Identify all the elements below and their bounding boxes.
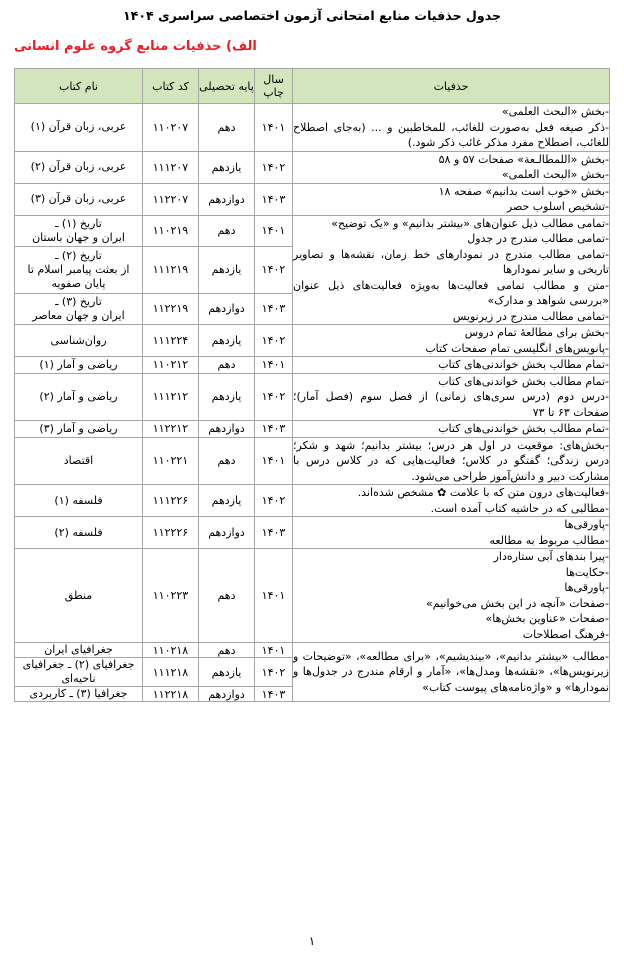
deletion-item: ‐ تمامی مطالب مندرج در زیرنویس (293, 309, 609, 325)
deletion-item: ‐ مطالبی که در حاشیه کتاب آمده است. (293, 501, 609, 517)
cell-grade: دوازدهم (199, 183, 255, 215)
cell-book-name: اقتصاد (15, 437, 143, 485)
page-number: ۱ (308, 934, 316, 948)
cell-grade: یازدهم (199, 485, 255, 517)
cell-grade: دهم (199, 215, 255, 246)
cell-grade: دهم (199, 437, 255, 485)
cell-book-name: ریاضی و آمار (۱) (15, 357, 143, 374)
table-row (15, 104, 610, 152)
cell-grade: یازدهم (199, 246, 255, 293)
deletions-table (14, 68, 610, 702)
cell-print-year: ۱۴۰۱ (255, 215, 293, 246)
table-head (15, 69, 610, 104)
table-row (15, 151, 610, 183)
cell-grade: دوازدهم (199, 687, 255, 702)
cell-print-year: ۱۴۰۳ (255, 517, 293, 549)
deletion-item: ‐ بخش «البحث العلمی» (293, 167, 609, 183)
cell-deletions (293, 485, 610, 517)
deletion-item: ‐ پانویس‌های انگلیسی تمام صفحات کتاب (293, 341, 609, 357)
cell-deletions (293, 183, 610, 215)
deletion-item: ‐ ذکر صیغه فعل به‌صورت للغائب، للمخاطبین و ... (به‌جای اصطلاح للغائب، اصطلاح مفرد مذکر غائب ذکر شود.) (293, 120, 609, 151)
table-row (15, 215, 610, 246)
section-heading-text: الف) حذفیات منابع گروه علوم انسانی (14, 39, 257, 54)
deletion-item: ‐ فرهنگ اصطلاحات (293, 627, 609, 643)
column-header-name: نام کتاب (15, 69, 143, 104)
table-body (15, 104, 610, 702)
cell-book-name: ریاضی و آمار (۳) (15, 421, 143, 438)
deletion-item: ‐ درس دوم (درس سری‌های زمانی) از فصل سوم (فصل آمار)؛ صفحات ۶۳ تا ۷۳ (293, 389, 609, 420)
table-row (15, 485, 610, 517)
cell-deletions (293, 437, 610, 485)
cell-deletions (293, 549, 610, 643)
cell-grade: دهم (199, 104, 255, 152)
cell-book-code: ۱۱۲۲۲۶ (143, 517, 199, 549)
page-title: جدول حذفیات منابع امتحانی آزمون اختصاصی سراسری ۱۴۰۴ (122, 8, 502, 23)
cell-book-code: ۱۱۰۲۱۸ (143, 643, 199, 658)
table-row (15, 421, 610, 438)
cell-print-year: ۱۴۰۲ (255, 373, 293, 421)
cell-book-name: جغرافیای (۲) ـ جغرافیای ناحیه‌ای (15, 658, 143, 687)
cell-book-name: روان‌شناسی (15, 325, 143, 357)
column-header-year: سال چاپ (255, 69, 293, 104)
table-row (15, 325, 610, 357)
deletion-item: ‐ تمام مطالب بخش خواندنی‌های کتاب (293, 374, 609, 390)
column-header-grade: پایه تحصیلی (199, 69, 255, 104)
cell-book-code: ۱۱۱۲۲۶ (143, 485, 199, 517)
cell-grade: یازدهم (199, 151, 255, 183)
deletion-item: ‐ تشخیص اسلوب حصر (293, 199, 609, 215)
deletion-item: ‐ تمامی مطالب مندرج در جدول (293, 231, 609, 247)
table-header-row (15, 69, 610, 104)
cell-grade: دوازدهم (199, 293, 255, 324)
cell-book-code: ۱۱۱۲۱۲ (143, 373, 199, 421)
cell-book-name: جغرافیا (۳) ـ کاربردی (15, 687, 143, 702)
cell-book-code: ۱۱۱۲۰۷ (143, 151, 199, 183)
table-row (15, 357, 610, 374)
cell-book-code: ۱۱۰۲۲۳ (143, 549, 199, 643)
cell-book-code: ۱۱۰۲۲۱ (143, 437, 199, 485)
deletion-item: ‐ مطالب «بیشتر بدانیم»، «بیندیشیم»، «برای مطالعه»، «توضیحات و زیرنویس‌ها»، «نقشه‌ها ومدل‌ها»، «آمار و ارقام مندرج در جدول‌ها و نمودارها» و «واژه‌نامه‌های پیوست کتاب» (293, 649, 609, 696)
table-row (15, 549, 610, 643)
table-row (15, 643, 610, 658)
cell-book-name: تاریخ (۱) ـ ایران و جهان باستان (15, 215, 143, 246)
cell-print-year: ۱۴۰۳ (255, 293, 293, 324)
cell-deletions (293, 357, 610, 374)
cell-print-year: ۱۴۰۱ (255, 643, 293, 658)
table-row (15, 373, 610, 421)
deletions-table-wrapper (15, 68, 610, 702)
cell-grade: دهم (199, 643, 255, 658)
deletion-item: ‐ پاورقی‌ها (293, 517, 609, 533)
cell-deletions (293, 421, 610, 438)
cell-deletions (293, 325, 610, 357)
cell-print-year: ۱۴۰۲ (255, 658, 293, 687)
cell-print-year: ۱۴۰۱ (255, 357, 293, 374)
deletion-item: ‐ حکایت‌ها (293, 565, 609, 581)
cell-print-year: ۱۴۰۲ (255, 325, 293, 357)
cell-book-name: ریاضی و آمار (۲) (15, 373, 143, 421)
deletion-item: ‐ متن و مطالب تمامی فعالیت‌ها به‌ویژه فعالیت‌های ذیل عنوان «بررسی شواهد و مدارک» (293, 278, 609, 309)
cell-print-year: ۱۴۰۲ (255, 246, 293, 293)
cell-book-code: ۱۱۱۲۱۸ (143, 658, 199, 687)
cell-book-code: ۱۱۱۲۲۴ (143, 325, 199, 357)
cell-book-name: تاریخ (۲) ـ از بعثت پیامبر اسلام تا پایان صفویه (15, 246, 143, 293)
cell-print-year: ۱۴۰۱ (255, 437, 293, 485)
deletion-item: ‐ بخش «البحث العلمی» (293, 104, 609, 120)
cell-grade: دوازدهم (199, 517, 255, 549)
cell-book-code: ۱۱۲۲۱۲ (143, 421, 199, 438)
cell-print-year: ۱۴۰۱ (255, 549, 293, 643)
deletion-item: ‐ بخش برای مطالعهٔ تمام دروس (293, 325, 609, 341)
table-row (15, 183, 610, 215)
cell-book-code: ۱۱۰۲۱۹ (143, 215, 199, 246)
cell-deletions (293, 215, 610, 325)
cell-print-year: ۱۴۰۳ (255, 421, 293, 438)
deletion-item: ‐ تمام مطالب بخش خواندنی‌های کتاب (293, 421, 609, 437)
cell-book-code: ۱۱۲۲۰۷ (143, 183, 199, 215)
deletion-item: ‐ بخش‌های: موقعیت در اول هر درس؛ بیشتر بدانیم؛ شهد و شکر؛ درس زندگی؛ گفتگو در کلاس؛ فعالیت‌هایی که در کلاس درس با مشارکت دبیر و دانش‌آموز طراحی می‌شود. (293, 438, 609, 485)
cell-deletions (293, 104, 610, 152)
cell-deletions (293, 373, 610, 421)
cell-book-code: ۱۱۰۲۱۲ (143, 357, 199, 374)
cell-book-code: ۱۱۰۲۰۷ (143, 104, 199, 152)
deletion-item: ‐ مطالب مربوط به مطالعه (293, 533, 609, 549)
cell-deletions (293, 643, 610, 702)
cell-book-name: عربی، زبان قرآن (۳) (15, 183, 143, 215)
cell-print-year: ۱۴۰۳ (255, 183, 293, 215)
deletion-item: ‐ صفحات «آنچه در این بخش می‌خوانیم» (293, 596, 609, 612)
cell-grade: یازدهم (199, 325, 255, 357)
deletion-item: ‐ صفحات «عناوین بخش‌ها» (293, 611, 609, 627)
cell-print-year: ۱۴۰۲ (255, 151, 293, 183)
cell-print-year: ۱۴۰۳ (255, 687, 293, 702)
cell-grade: دوازدهم (199, 421, 255, 438)
deletion-item: ‐ تمامی مطالب ذیل عنوان‌های «بیشتر بدانیم» و «یک توضیح» (293, 216, 609, 232)
cell-grade: یازدهم (199, 373, 255, 421)
cell-deletions (293, 151, 610, 183)
deletion-item: ‐ پاورقی‌ها (293, 580, 609, 596)
cell-book-name: فلسفه (۲) (15, 517, 143, 549)
column-header-deletions: حذفیات (293, 69, 610, 104)
section-heading (0, 24, 624, 56)
deletion-item: ‐ فعالیت‌های درون متن که با علامت ✿ مشخص شده‌اند. (293, 485, 609, 501)
cell-book-name: جغرافیای ایران (15, 643, 143, 658)
cell-book-name: فلسفه (۱) (15, 485, 143, 517)
cell-book-code: ۱۱۲۲۱۸ (143, 687, 199, 702)
column-header-code: کد کتاب (143, 69, 199, 104)
cell-print-year: ۱۴۰۲ (255, 485, 293, 517)
table-row (15, 437, 610, 485)
cell-book-name: منطق (15, 549, 143, 643)
cell-deletions (293, 517, 610, 549)
deletion-item: ‐ تمامی مطالب مندرج در نمودارهای خط زمان، نقشه‌ها و تصاویر تاریخی و سایر نمودارها (293, 247, 609, 278)
cell-book-code: ۱۱۱۲۱۹ (143, 246, 199, 293)
cell-book-code: ۱۱۲۲۱۹ (143, 293, 199, 324)
cell-book-name: عربی، زبان قرآن (۲) (15, 151, 143, 183)
cell-grade: یازدهم (199, 658, 255, 687)
deletion-item: ‐ تمام مطالب بخش خواندنی‌های کتاب (293, 357, 609, 373)
cell-print-year: ۱۴۰۱ (255, 104, 293, 152)
cell-book-name: تاریخ (۳) ـ ایران و جهان معاصر (15, 293, 143, 324)
cell-book-name: عربی، زبان قرآن (۱) (15, 104, 143, 152)
deletion-item: ‐ بخش «خوب است بدانیم» صفحه ۱۸ (293, 184, 609, 200)
deletion-item: ‐ پیرا بندهای آبی ستاره‌دار (293, 549, 609, 565)
table-row (15, 517, 610, 549)
cell-grade: دهم (199, 549, 255, 643)
deletion-item: ‐ بخش «اللمطالـعة» صفحات ۵۷ و ۵۸ (293, 152, 609, 168)
cell-grade: دهم (199, 357, 255, 374)
